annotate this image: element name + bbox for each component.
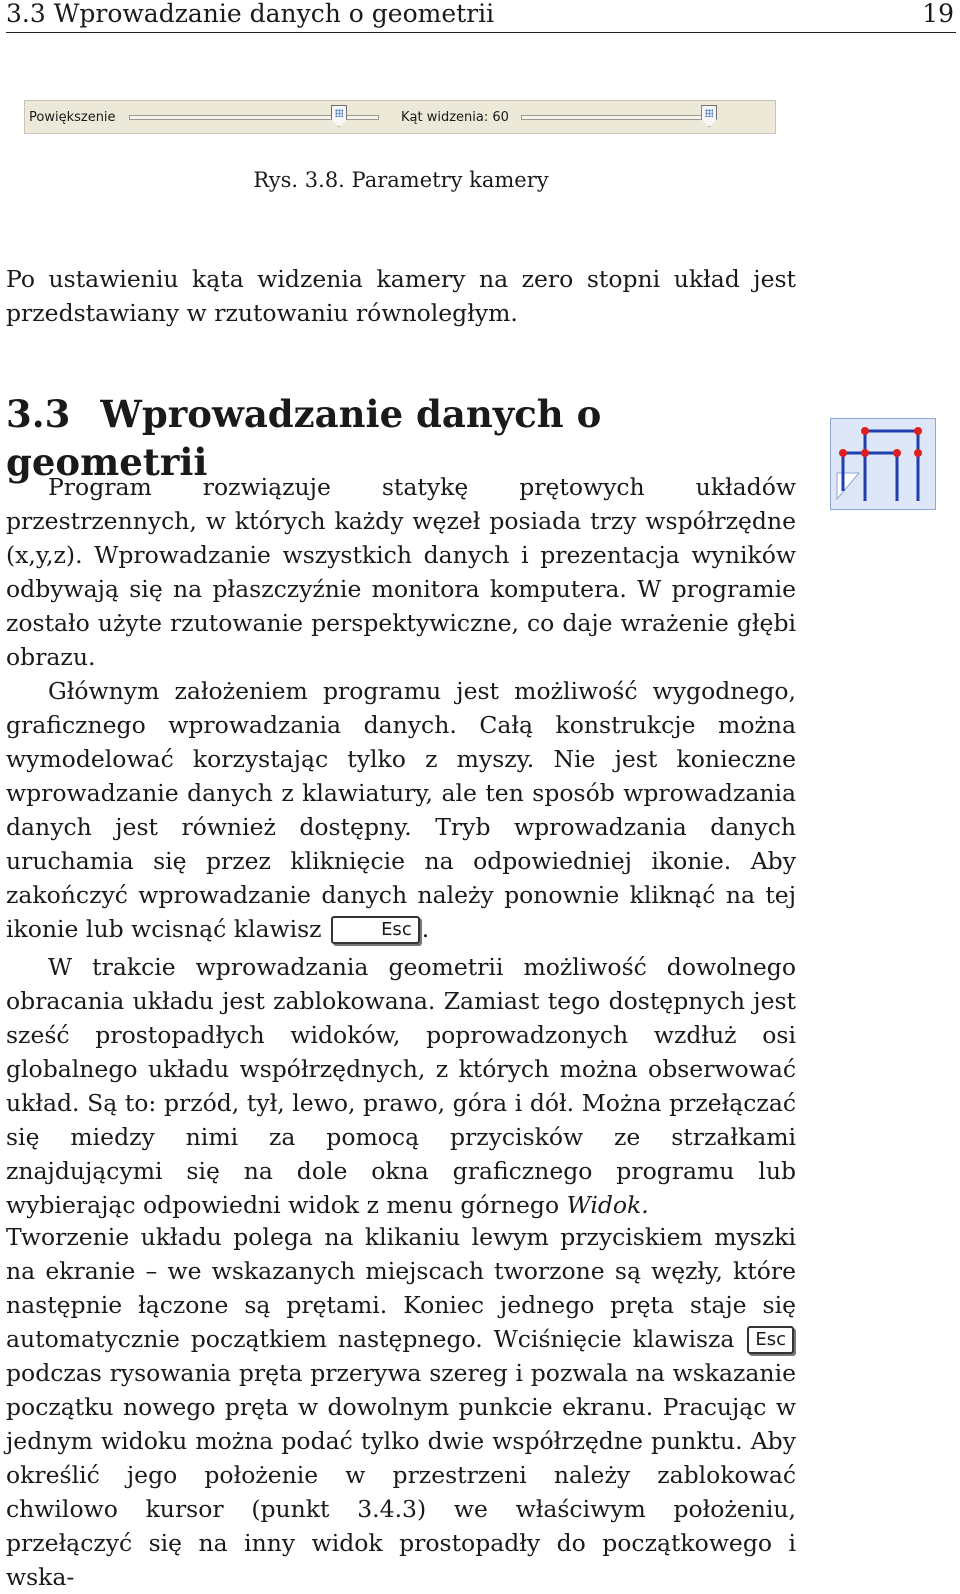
paragraph-graphical-input bbox=[6, 674, 796, 946]
frame-icon-graphic bbox=[831, 419, 935, 509]
paragraph-graphical-input-end: . bbox=[421, 915, 430, 943]
running-header bbox=[6, 0, 956, 33]
zoom-label: Powiększenie bbox=[29, 110, 116, 125]
menu-view-name: Widok. bbox=[566, 1191, 649, 1219]
page-number: 19 bbox=[922, 0, 954, 28]
section-title: Wprowadzanie danych o geometrii bbox=[6, 392, 602, 484]
view-angle-slider-thumb[interactable] bbox=[701, 105, 717, 127]
paragraph-drawing-text: Tworzenie układu polega na klikaniu lewym przyciskiem myszki na ekranie – we wskazanych miejscach tworzone są węzły, które następnie łączone są prętami. Koniec jednego pręta staje się automatycznie początkiem następnego. Wciśnięcie klawisza bbox=[6, 1223, 796, 1353]
esc-key-icon-2: Esc bbox=[747, 1326, 794, 1354]
paragraph-views-text: W trakcie wprowadzania geometrii możliwość dowolnego obracania układu jest zablokowana. Zamiast tego dostępnych jest sześć prostopadłych widoków, poprowadzonych wzdłuż osi globalnego układu współrzędnych, z których można obserwować układ. Są to: przód, tył, lewo, prawo, góra i dół. Można przełączać się miedzy nimi za pomocą przycisków ze strzałkami znajdującymi się na dole okna graficznego programu lub wybierając odpowiedni widok z menu górnego bbox=[6, 953, 796, 1219]
view-angle-slider-track[interactable] bbox=[521, 115, 717, 120]
view-angle-label: Kąt widzenia: 60 bbox=[401, 110, 509, 125]
section-number: 3.3 bbox=[6, 392, 71, 436]
header-section-title: 3.3 Wprowadzanie danych o geometrii bbox=[6, 0, 495, 28]
paragraph-views bbox=[6, 950, 796, 1222]
intro-paragraph: Po ustawieniu kąta widzenia kamery na zero stopni układ jest przedstawiany w rzutowaniu równoległym. bbox=[6, 265, 796, 327]
paragraph-drawing-continuation: podczas rysowania pręta przerywa szereg i pozwala na wskazanie początku nowego pręta w dowolnym punkcie ekranu. Pracując w jednym widoku można podać tylko dwie współrzędne punktu. Aby określić jego położenie w przestrzeni należy zablokować chwilowo kursor (punkt 3.4.3) we właściwym położeniu, przełączyć się na inny widok prostopadły do początkowego i wska- bbox=[6, 1359, 796, 1591]
esc-key-icon: Esc bbox=[331, 916, 420, 944]
figure-caption: Rys. 3.8. Parametry kamery bbox=[253, 168, 549, 192]
paragraph-graphical-input-text: Głównym założeniem programu jest możliwość wygodnego, graficznego wprowadzania danych. Całą konstrukcje można wymodelować korzystając tylko z myszy. Nie jest konieczne wprowadzanie danych z klawiatury, ale ten sposób wprowadzania danych jest również dostępny. Tryb wprowadzania danych uruchamia się przez kliknięcie na odpowiedniej ikonie. Aby zakończyć wprowadzanie danych należy ponownie kliknąć na tej ikonie lub wcisnąć klawisz bbox=[6, 677, 796, 943]
paragraph-statics: Program rozwiązuje statykę prętowych układów przestrzennych, w których każdy węzeł posiada trzy współrzędne (x,y,z). Wprowadzanie wszystkich danych i prezentacja wyników odbywają się na płaszczyźnie monitora komputera. W programie zostało użyte rzutowanie perspektywiczne, co daje wrażenie głębi obrazu. bbox=[6, 473, 796, 671]
camera-parameters-panel bbox=[24, 100, 776, 134]
frame-geometry-input-icon[interactable] bbox=[830, 418, 936, 510]
paragraph-drawing bbox=[6, 1220, 796, 1594]
zoom-slider-thumb[interactable] bbox=[331, 105, 347, 127]
